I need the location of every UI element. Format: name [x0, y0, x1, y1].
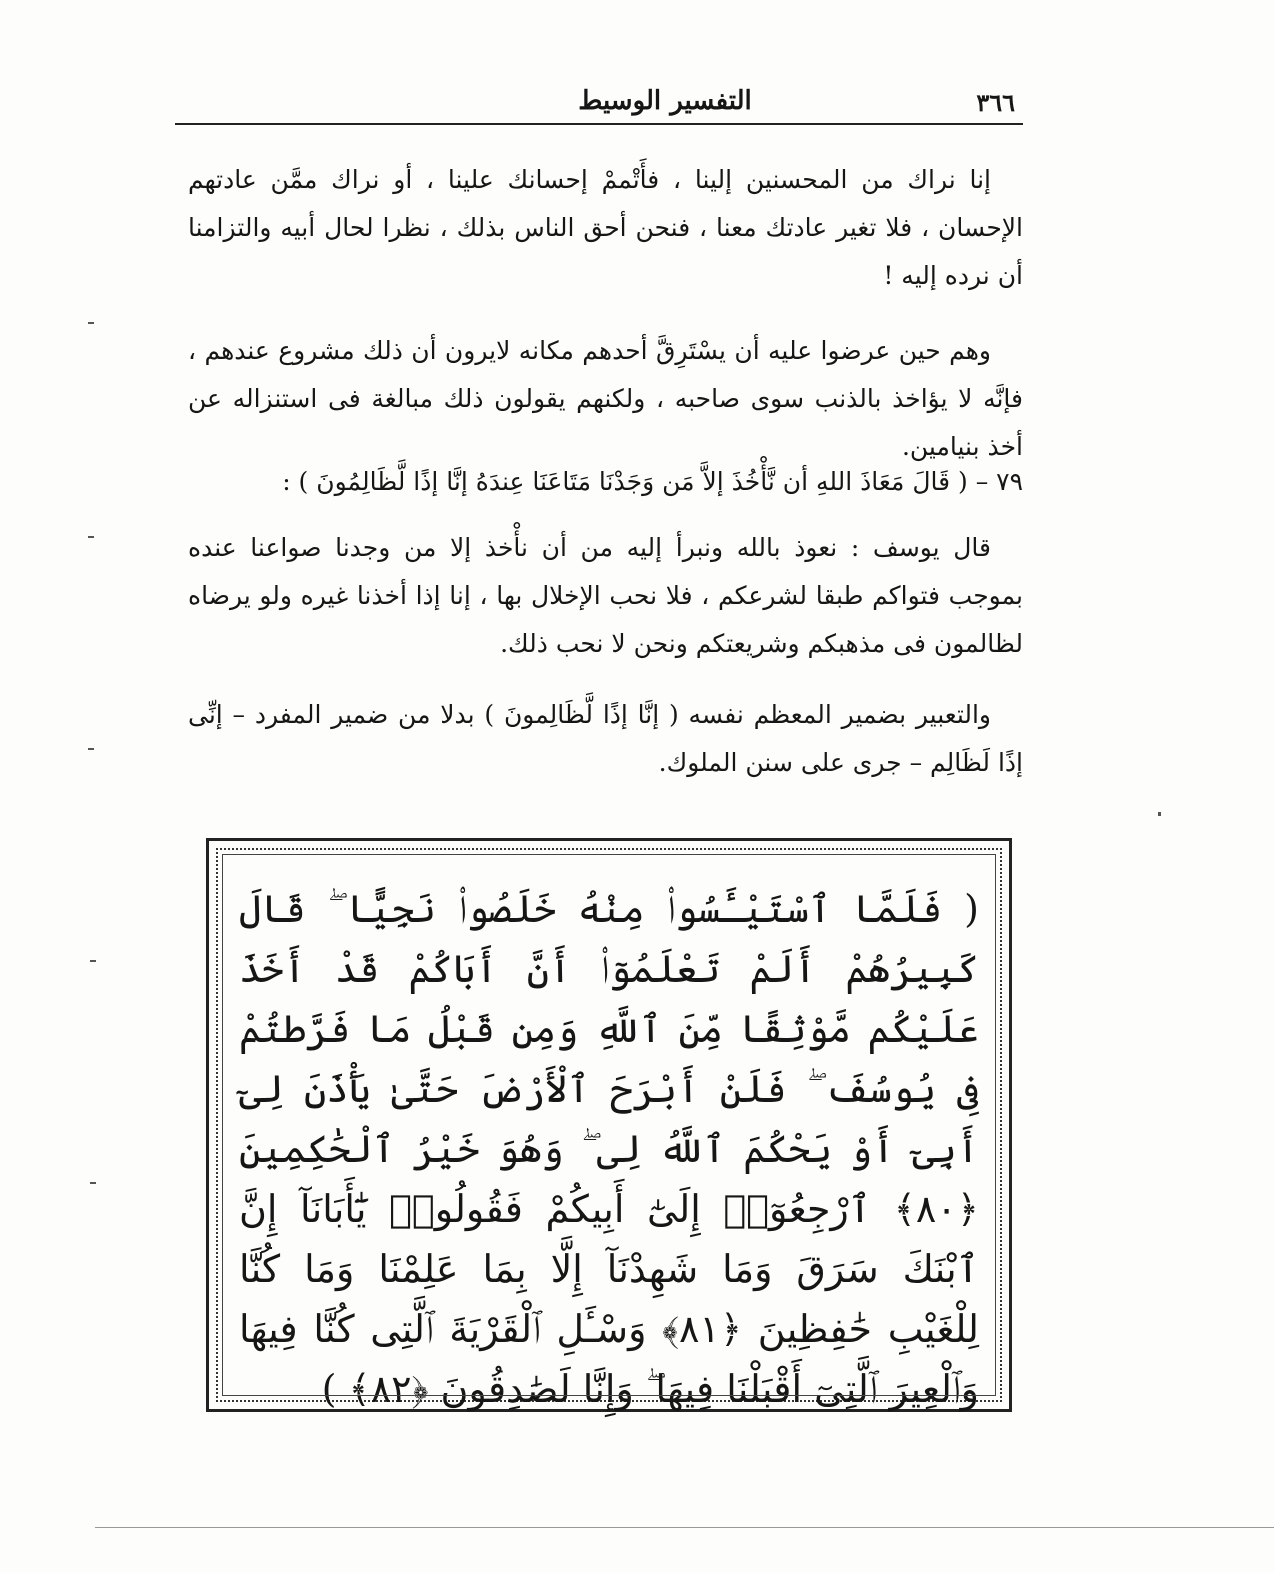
quran-verses: [239, 879, 979, 1419]
paragraph-text: إنا نراك من المحسنين إلينا ، فأَتْممْ إحسانك علينا ، أو نراك ممَّن عادتهم الإحسان ، فلا تغير عادتك معنا ، فنحن أحق الناس بذلك ، نظرا لحال أبيه والتزامنا أن نرده إليه !: [188, 165, 1023, 290]
quran-verses-text: ( فَلَمَّا ٱسْتَيْـَٔسُوا۟ مِنْهُ خَلَصُوا۟ نَجِيًّا ۖ قَالَ كَبِيرُهُمْ أَلَمْ تَعْلَمُوٓا۟ أَنَّ أَبَاكُمْ قَدْ أَخَذَ عَلَيْكُم مَّوْثِقًا مِّنَ ٱللَّهِ وَمِن قَبْلُ مَا فَرَّطتُمْ فِى يُوسُفَ ۖ فَلَنْ أَبْرَحَ ٱلْأَرْضَ حَتَّىٰ يَأْذَنَ لِىٓ أَبِىٓ أَوْ يَحْكُمَ ٱللَّهُ لِى ۖ وَهُوَ خَيْرُ ٱلْحَٰكِمِينَ ﴿٨٠﴾ ٱرْجِعُوٓا۟ إِلَىٰٓ أَبِيكُمْ فَقُولُوا۟ يَٰٓأَبَانَآ إِنَّ ٱبْنَكَ سَرَقَ وَمَا شَهِدْنَآ إِلَّا بِمَا عَلِمْنَا وَمَا كُنَّا لِلْغَيْبِ حَٰفِظِينَ ﴿٨١﴾ وَسْـَٔلِ ٱلْقَرْيَةَ ٱلَّتِى كُنَّا فِيهَا وَٱلْعِيرَ ٱلَّتِىٓ أَقْبَلْنَا فِيهَا ۖ وَإِنَّا لَصَٰدِقُونَ ﴿٨٢﴾ ): [239, 887, 979, 1411]
header-rule: [175, 123, 1023, 125]
scan-speck: [88, 536, 94, 538]
paragraph-1: [188, 156, 1023, 300]
paragraph-text: وهم حين عرضوا عليه أن يسْتَرِقَّ أحدهم مكانه لايرون أن ذلك مشروع عندهم ، فإنَّه لا يؤاخذ بالذنب سوى صاحبه ، ولكنهم يقولون ذلك مبالغة فى استنزاله عن أخذ بنيامين.: [188, 336, 1024, 461]
page-number: ٣٦٦: [976, 88, 1015, 117]
page-header: [175, 84, 1023, 124]
paragraph-text: والتعبير بضمير المعظم نفسه ( إنَّا إذًا لَّظَالِمونَ ) بدلا من ضمير المفرد – إنِّى إذًا لَظَالِم – جرى على سنن الملوك.: [188, 700, 1023, 777]
paragraph-text: قال يوسف : نعوذ بالله ونبرأ إليه من أن نأْخذ إلا من وجدنا صواعنا عنده بموجب فتواكم طبقا لشرعكم ، فلا نحب الإخلال بها ، إنا إذا أخذنا غيره ولو يرضاه لظالمون فى مذهبكم وشريعتكم ونحن لا نحب ذلك.: [188, 533, 1023, 658]
running-title: التفسير الوسيط: [578, 86, 752, 116]
paragraph-2: [188, 327, 1023, 471]
paragraph-3: [188, 524, 1023, 668]
quran-verse-frame: [206, 838, 1012, 1412]
scan-speck: [88, 748, 94, 750]
scan-speck: [1158, 812, 1161, 816]
scan-speck: [90, 960, 96, 962]
paragraph-4: [188, 691, 1023, 787]
scan-speck: [90, 1182, 96, 1184]
scan-speck: [88, 322, 94, 324]
verse-heading-79: [188, 458, 1023, 506]
verse-heading-text: ٧٩ – ( قَالَ مَعَاذَ اللهِ أن نَّأْخُذَ إلاَّ مَن وَجَدْنَا مَتَاعَنَا عِندَهُ إنَّا إذًا لَّظَالِمُونَ ) :: [282, 467, 1023, 496]
bottom-scan-line: [95, 1527, 1274, 1528]
